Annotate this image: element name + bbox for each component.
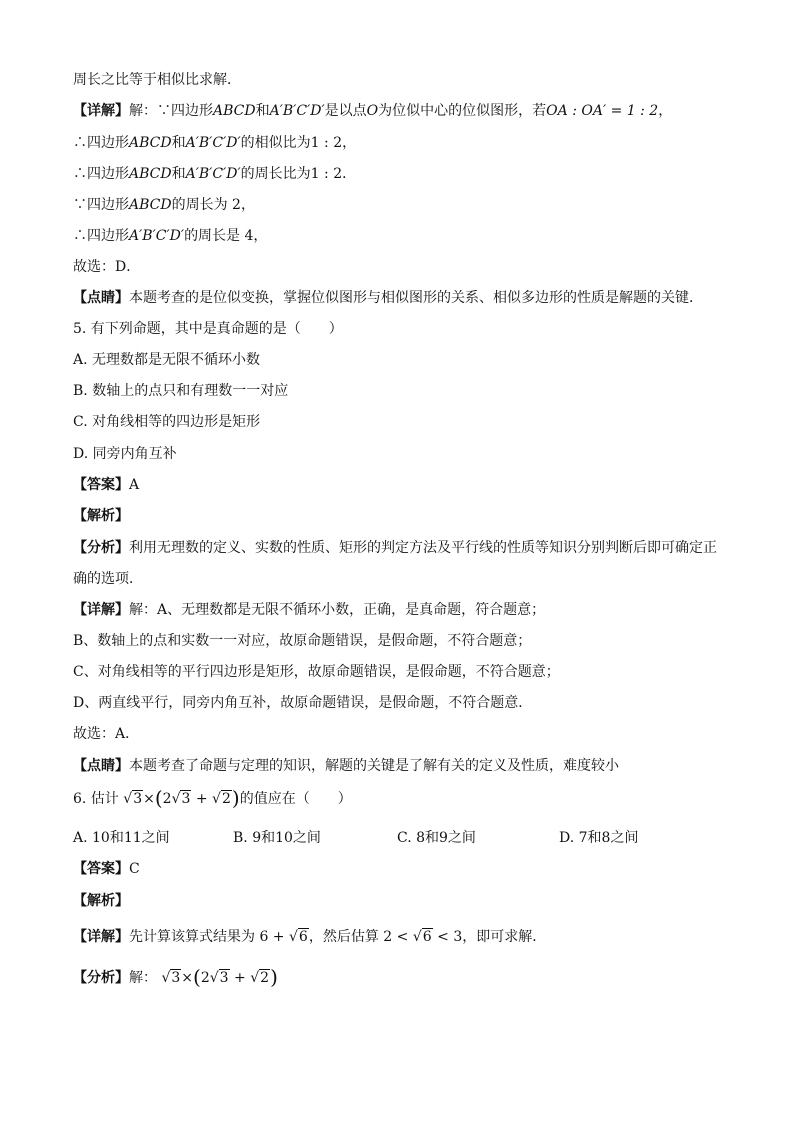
section-tag: 【详解】	[73, 602, 129, 618]
text-line	[73, 288, 703, 308]
text: 本题考查的是位似变换，掌握位似图形与相似图形的关系、相似多边形的性质是解题的关键．	[129, 290, 703, 306]
answer-line	[73, 475, 139, 495]
option-item	[559, 828, 638, 848]
option-item	[73, 350, 260, 370]
text-line	[73, 600, 545, 620]
text-line	[73, 756, 619, 776]
math: A′B′C′D′	[185, 166, 241, 182]
text-line	[73, 927, 546, 947]
section-tag: 【分析】	[73, 970, 129, 986]
text: 确的选项．	[73, 571, 143, 587]
text: 是以点	[324, 103, 367, 119]
section-tag: 【点睛】	[73, 290, 129, 306]
text-line	[73, 133, 356, 153]
option-item	[397, 828, 476, 848]
text-line	[73, 724, 139, 744]
text-line	[73, 538, 717, 558]
math: 1 : 2	[310, 166, 343, 182]
math-expression: √3×(2√3 + √2)	[123, 786, 240, 810]
text-line	[73, 101, 672, 121]
option-item	[73, 412, 260, 432]
option-item	[73, 381, 288, 401]
text: 的相似比为	[240, 135, 311, 151]
section-tag: 【答案】	[73, 861, 129, 877]
text: B. 9和10之间	[233, 830, 321, 846]
text: ，	[342, 135, 357, 151]
text-line	[73, 569, 143, 589]
analysis-heading	[73, 891, 129, 911]
text: A. 10和11之间	[73, 830, 170, 846]
text: ∴四边形	[73, 166, 129, 182]
text: B、数轴上的点和实数一一对应，故原命题错误，是假命题，不符合题意；	[73, 633, 532, 649]
text: ，即可求解．	[462, 929, 547, 945]
text-line	[73, 631, 531, 651]
text-line	[73, 693, 532, 713]
text: 利用无理数的定义、实数的性质、矩形的判定方法及平行线的性质等知识分别判断后即可确定正	[129, 540, 717, 556]
text: 本题考查了命题与定理的知识，解题的关键是了解有关的定义及性质，难度较小	[129, 758, 619, 774]
section-tag: 【解析】	[73, 893, 129, 909]
text: 解：A、无理数都是无限不循环小数，正确，是真命题，符合题意；	[129, 602, 546, 618]
text: 6. 估计	[73, 791, 119, 807]
text: 5. 有下列命题，其中是真命题的是（ ）	[73, 321, 343, 337]
text: 先计算该算式结果为	[129, 929, 255, 945]
math: OA : OA′ = 1 : 2	[546, 103, 659, 119]
text-line	[73, 662, 560, 682]
text-line	[73, 164, 356, 184]
text: ．	[342, 166, 357, 182]
math-expression: √3×(2√3 + √2)	[161, 965, 278, 989]
text: 的值应在（ ）	[239, 791, 352, 807]
section-tag: 【答案】	[73, 477, 129, 493]
text: D. 7和8之间	[559, 830, 639, 846]
text-line	[73, 195, 255, 215]
text: D. 同旁内角互补	[73, 446, 177, 462]
math: ABCD	[213, 103, 256, 119]
option-item	[233, 828, 321, 848]
answer-value: C	[129, 861, 140, 877]
text-line	[73, 70, 241, 90]
text: ∴四边形	[73, 135, 129, 151]
text: A. 无理数都是无限不循环小数	[73, 352, 261, 368]
math-expression: 6 + √6	[259, 929, 308, 945]
text: 周长之比等于相似比求解．	[73, 72, 241, 88]
section-tag: 【详解】	[73, 103, 129, 119]
math: ABCD	[129, 166, 172, 182]
text: ，	[658, 103, 673, 119]
text: 故选：A．	[73, 726, 140, 742]
text: ，然后估算	[308, 929, 379, 945]
text-line	[73, 967, 278, 988]
text: 解：	[129, 970, 157, 986]
text: ∵四边形	[73, 197, 129, 213]
section-tag: 【详解】	[73, 929, 129, 945]
option-item	[73, 828, 170, 848]
text: 为位似中心的位似图形，若	[378, 103, 547, 119]
text: 和	[171, 135, 186, 151]
text: 和	[171, 166, 186, 182]
text: C、对角线相等的平行四边形是矩形，故原命题错误，是假命题，不符合题意；	[73, 664, 560, 680]
text: D、两直线平行，同旁内角互补，故原命题错误，是假命题，不符合题意．	[73, 695, 533, 711]
section-tag: 【分析】	[73, 540, 129, 556]
text: C. 对角线相等的四边形是矩形	[73, 414, 261, 430]
section-tag: 【解析】	[73, 508, 129, 524]
text: B. 数轴上的点只和有理数一一对应	[73, 383, 289, 399]
text: C. 8和9之间	[397, 830, 476, 846]
text: 解：∵四边形	[129, 103, 213, 119]
math: A′B′C′D′	[129, 228, 185, 244]
math: A′B′C′D′	[269, 103, 325, 119]
text: 的周长是 4，	[184, 228, 268, 244]
text: ∴四边形	[73, 228, 129, 244]
option-item	[73, 444, 177, 464]
answer-value: A	[129, 477, 140, 493]
answer-line	[73, 859, 140, 879]
text: 的周长为 2，	[171, 197, 255, 213]
text-line	[73, 257, 140, 277]
text: 的周长比为	[240, 166, 311, 182]
question-stem	[73, 319, 343, 339]
text: 故选：D．	[73, 259, 141, 275]
question-stem	[73, 788, 352, 809]
math-expression: 2 < √6 < 3	[383, 929, 463, 945]
math: A′B′C′D′	[185, 135, 241, 151]
section-tag: 【点睛】	[73, 758, 129, 774]
math: 1 : 2	[310, 135, 343, 151]
text-line	[73, 226, 267, 246]
text: 和	[255, 103, 270, 119]
math: ABCD	[129, 135, 172, 151]
analysis-heading	[73, 506, 129, 526]
math: ABCD	[129, 197, 172, 213]
math: O	[366, 103, 379, 119]
